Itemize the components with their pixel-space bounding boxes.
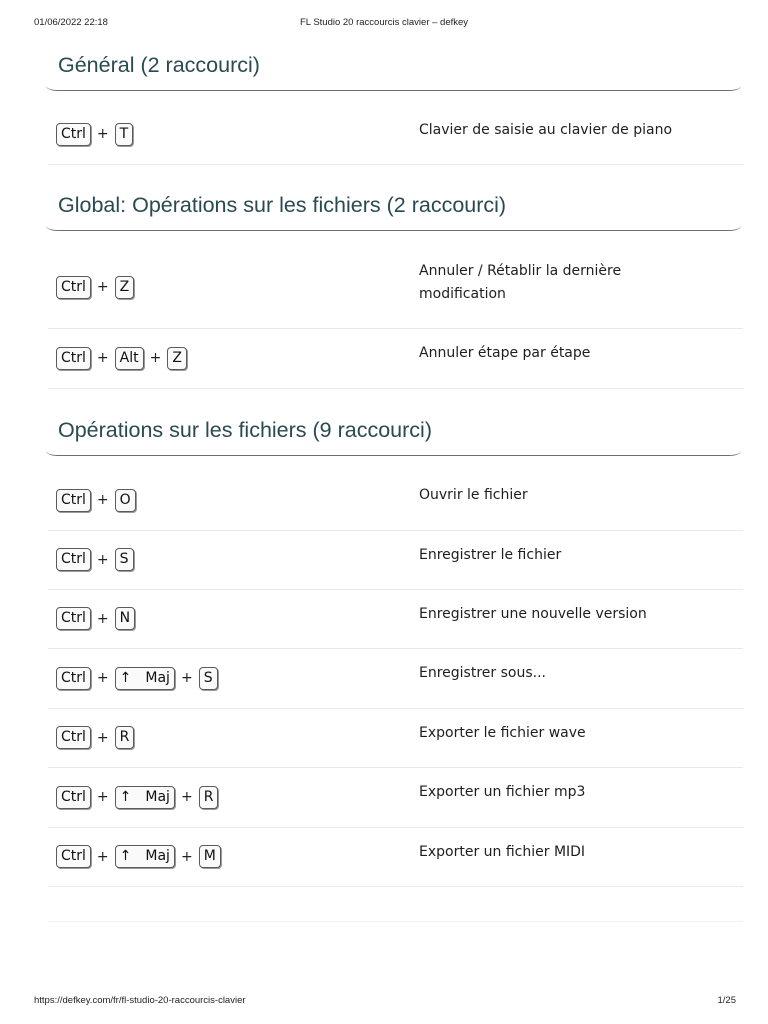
- keycap-s: S: [199, 667, 218, 690]
- keycap-s: S: [115, 548, 134, 571]
- key-combo: [56, 104, 133, 164]
- page-number: 1/25: [717, 995, 736, 1006]
- plus-sign: +: [96, 551, 109, 568]
- plus-sign: +: [180, 789, 193, 805]
- shift-arrow-icon: ↑: [119, 669, 132, 686]
- plus-sign: +: [96, 670, 109, 686]
- key-combo: [56, 589, 135, 648]
- shortcut-row: [48, 589, 743, 649]
- shortcut-row: [48, 767, 743, 828]
- plus-sign: +: [96, 126, 109, 142]
- print-url: https://defkey.com/fr/fl-studio-20-raccourcis-clavier: [34, 995, 246, 1006]
- keycap-n: N: [115, 607, 135, 630]
- keycap-ctrl: Ctrl: [56, 667, 91, 690]
- shortcut-description: Clavier de saisie au clavier de piano: [419, 122, 673, 138]
- plus-sign: +: [149, 350, 162, 366]
- key-combo: [56, 648, 218, 708]
- print-date: 01/06/2022 22:18: [34, 17, 108, 28]
- shift-arrow-icon: ↑: [119, 848, 132, 864]
- shortcut-row: [48, 827, 743, 887]
- keycap-label: Maj: [145, 669, 170, 686]
- keycap-m: M: [199, 845, 221, 868]
- shortcut-description: Annuler étape par étape: [419, 345, 591, 361]
- shortcut-row: [48, 648, 743, 709]
- keycap-r: R: [199, 786, 219, 809]
- shortcut-description: Annuler / Rétablir la dernière modification: [419, 263, 622, 302]
- keycap-ctrl: Ctrl: [56, 786, 91, 809]
- shortcut-description: Exporter le fichier wave: [419, 725, 586, 741]
- plus-sign: +: [96, 279, 109, 295]
- section-title: Général (2 raccourci): [58, 53, 260, 77]
- shortcut-row: [48, 530, 743, 590]
- keycap-ctrl: Ctrl: [56, 607, 91, 630]
- key-combo: [56, 328, 187, 388]
- keycap-ctrl: Ctrl: [56, 347, 91, 370]
- keycap-alt: Alt: [115, 347, 144, 370]
- shortcut-description: Ouvrir le fichier: [419, 487, 528, 503]
- plus-sign: +: [180, 670, 193, 686]
- shortcut-description: Exporter un fichier MIDI: [419, 844, 586, 860]
- keycap-shift: [115, 845, 175, 868]
- keycap-shift: [115, 667, 175, 690]
- key-combo: [56, 246, 134, 328]
- plus-sign: +: [180, 848, 193, 865]
- keycap-ctrl: Ctrl: [56, 123, 91, 146]
- print-header: [0, 17, 768, 31]
- divider: [48, 921, 743, 922]
- plus-sign: +: [96, 848, 109, 865]
- keycap-ctrl: Ctrl: [56, 548, 91, 571]
- keycap-z: Z: [167, 347, 187, 370]
- key-combo: [56, 470, 136, 530]
- shortcut-row: [48, 470, 743, 531]
- keycap-z: Z: [115, 276, 135, 299]
- keycap-o: O: [115, 489, 136, 512]
- print-footer: [0, 995, 768, 1009]
- plus-sign: +: [96, 789, 109, 805]
- shortcut-description: Enregistrer le fichier: [419, 547, 562, 563]
- keycap-ctrl: Ctrl: [56, 276, 91, 299]
- keycap-ctrl: Ctrl: [56, 489, 91, 512]
- plus-sign: +: [96, 492, 109, 508]
- shortcut-row: [48, 708, 743, 768]
- shift-arrow-icon: ↑: [119, 788, 132, 805]
- key-combo: [56, 827, 221, 886]
- keycap-r: R: [115, 726, 135, 749]
- key-combo: [56, 530, 134, 589]
- print-title: FL Studio 20 raccourcis clavier – defkey: [299, 17, 469, 28]
- shortcut-description: Enregistrer une nouvelle version: [419, 606, 647, 622]
- plus-sign: +: [96, 350, 109, 366]
- keycap-label: Maj: [145, 848, 170, 864]
- key-combo: [56, 708, 134, 767]
- shortcut-row: [48, 246, 743, 329]
- plus-sign: +: [96, 729, 109, 746]
- plus-sign: +: [96, 610, 109, 627]
- keycap-shift: [115, 786, 175, 809]
- shortcut-row: [48, 328, 743, 389]
- key-combo: [56, 767, 218, 827]
- keycap-ctrl: Ctrl: [56, 726, 91, 749]
- keycap-ctrl: Ctrl: [56, 845, 91, 868]
- section-title: Global: Opérations sur les fichiers (2 raccourci): [58, 193, 507, 217]
- shortcut-description: Enregistrer sous...: [419, 665, 546, 681]
- shortcut-description: Exporter un fichier mp3: [419, 784, 586, 800]
- section-header-general: [46, 52, 741, 91]
- section-header-file-ops: [46, 417, 741, 456]
- keycap-t: T: [115, 123, 134, 146]
- section-header-global-file-ops: [46, 192, 741, 231]
- keycap-label: Maj: [145, 788, 170, 805]
- shortcut-row: [48, 104, 743, 165]
- section-title: Opérations sur les fichiers (9 raccourci): [58, 418, 432, 442]
